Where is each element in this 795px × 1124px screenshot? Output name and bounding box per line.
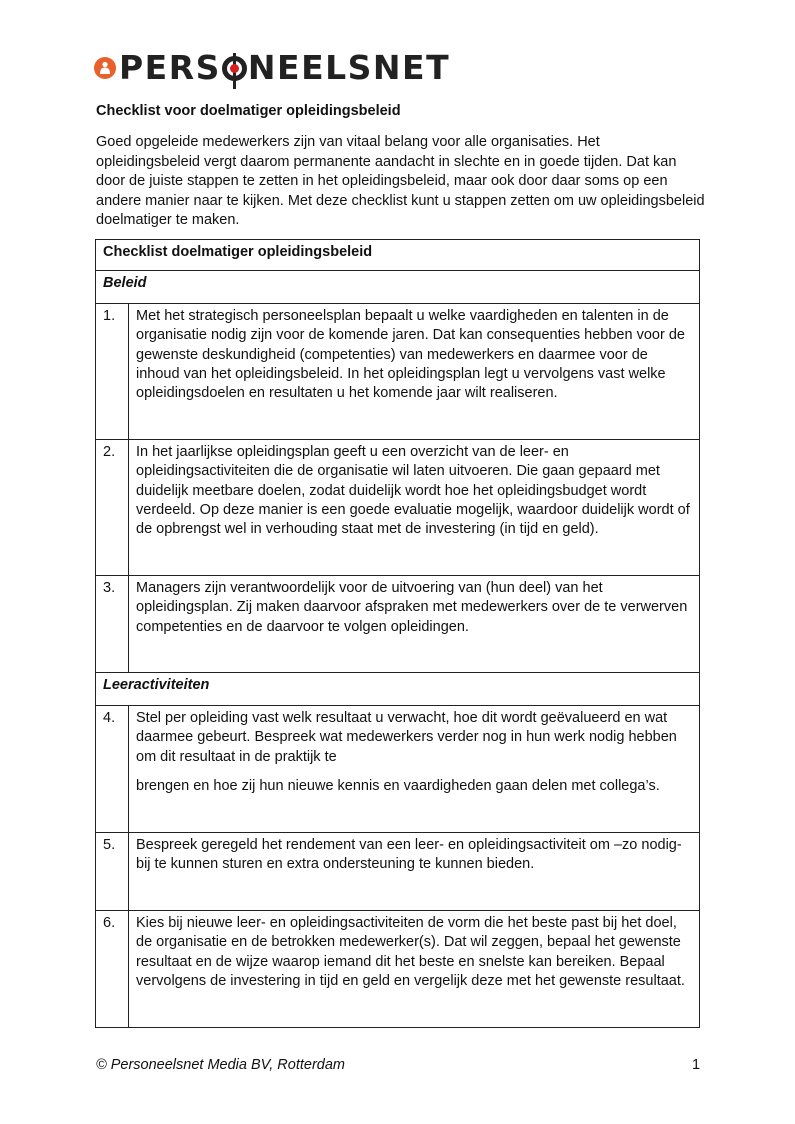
item-number: 3. [96, 576, 129, 673]
logo-text-right: NEELSNET [247, 48, 451, 87]
table-header-row [96, 240, 700, 271]
item-text [129, 833, 700, 911]
item-paragraph: Kies bij nieuwe leer- en opleidingsactiviteiten de vorm die het beste past bij het doel, de organisatie en de betrokken medewerker(s). Dat wil zeggen, bepaal het gewenste resultaat en de wijze waarop iemand dit het beste en snelste kan bereiken. Bepaal vervolgens de investering in tijd en geld en vergelijk deze met het gewenste resultaat. [136, 915, 685, 989]
section-title: Beleid [96, 271, 700, 304]
table-row [96, 440, 700, 576]
table-row [96, 576, 700, 673]
table-row [96, 706, 700, 833]
item-paragraph: Bespreek geregeld het rendement van een leer- en opleidingsactiviteit om –zo nodig- bij te kunnen sturen en extra ondersteuning te kunnen bieden. [136, 837, 682, 873]
footer-copyright: © Personeelsnet Media BV, Rotterdam [96, 1057, 345, 1073]
item-paragraph-continued: brengen en hoe zij hun nieuwe kennis en vaardigheden gaan delen met collega’s. [136, 777, 660, 794]
section-title: Leeractiviteiten [96, 673, 700, 706]
logo-wordmark [119, 50, 450, 86]
document-title: Checklist voor doelmatiger opleidingsbeleid [96, 103, 401, 119]
checklist-table [95, 239, 700, 1028]
item-text [129, 440, 700, 576]
section-row [96, 271, 700, 304]
table-row [96, 911, 700, 1028]
item-number: 4. [96, 706, 129, 833]
item-text [129, 911, 700, 1028]
personeelsnet-logo [94, 50, 450, 86]
item-number: 1. [96, 304, 129, 440]
item-text [129, 304, 700, 440]
item-paragraph: Managers zijn verantwoordelijk voor de uitvoering van (hun deel) van het opleidingsplan. Zij maken daarvoor afspraken met medewerkers over de te verwerven competenties en de daarvoor te volgen opleidingen. [136, 580, 688, 635]
target-icon [222, 56, 247, 81]
person-icon [94, 57, 116, 79]
section-row [96, 673, 700, 706]
item-number: 2. [96, 440, 129, 576]
item-paragraph: Met het strategisch personeelsplan bepaalt u welke vaardigheden en talenten in de organisatie nodig zijn voor de komende jaren. Dat kan consequenties hebben voor de gewenste deskundigheid (competenties) van medewerkers en daarmee voor de inhoud van het opleidingsbeleid. In het opleidingsplan legt u vervolgens vast welke opleidingsdoelen en resultaten u het komende jaar wilt realiseren. [136, 308, 685, 402]
table-row [96, 833, 700, 911]
item-paragraph: Stel per opleiding vast welk resultaat u verwacht, hoe dit wordt geëvalueerd en wat daarmee gebeurt. Bespreek wat medewerkers verder nog in hun werk nodig hebben om dit resultaat in de praktijk te [136, 710, 677, 765]
logo-text-left: PERS [119, 48, 221, 87]
item-text [129, 706, 700, 833]
table-header: Checklist doelmatiger opleidingsbeleid [96, 240, 700, 271]
table-row [96, 304, 700, 440]
item-paragraph: In het jaarlijkse opleidingsplan geeft u een overzicht van de leer- en opleidingsactiviteiten die de organisatie wil laten uitvoeren. Die gaan gepaard met duidelijk meetbare doelen, zodat duidelijk wordt hoe het opleidingsbudget wordt verdeeld. Op deze manier is een goede evaluatie mogelijk, waardoor duidelijk wordt of de opbrengst wel in verhouding staat met de investering (in tijd en geld). [136, 444, 690, 538]
intro-paragraph: Goed opgeleide medewerkers zijn van vitaal belang voor alle organisaties. Het opleidingsbeleid vergt daarom permanente aandacht in slechte en in goede tijden. Dat kan door de juiste stappen te zetten in het opleidingsbeleid, maar ook door daar soms op een andere manier naar te kijken. Met deze checklist kunt u stappen zetten om uw opleidingsbeleid doelmatiger te maken. [96, 134, 705, 228]
item-number: 6. [96, 911, 129, 1028]
page-number: 1 [692, 1057, 701, 1073]
item-number: 5. [96, 833, 129, 911]
item-text [129, 576, 700, 673]
